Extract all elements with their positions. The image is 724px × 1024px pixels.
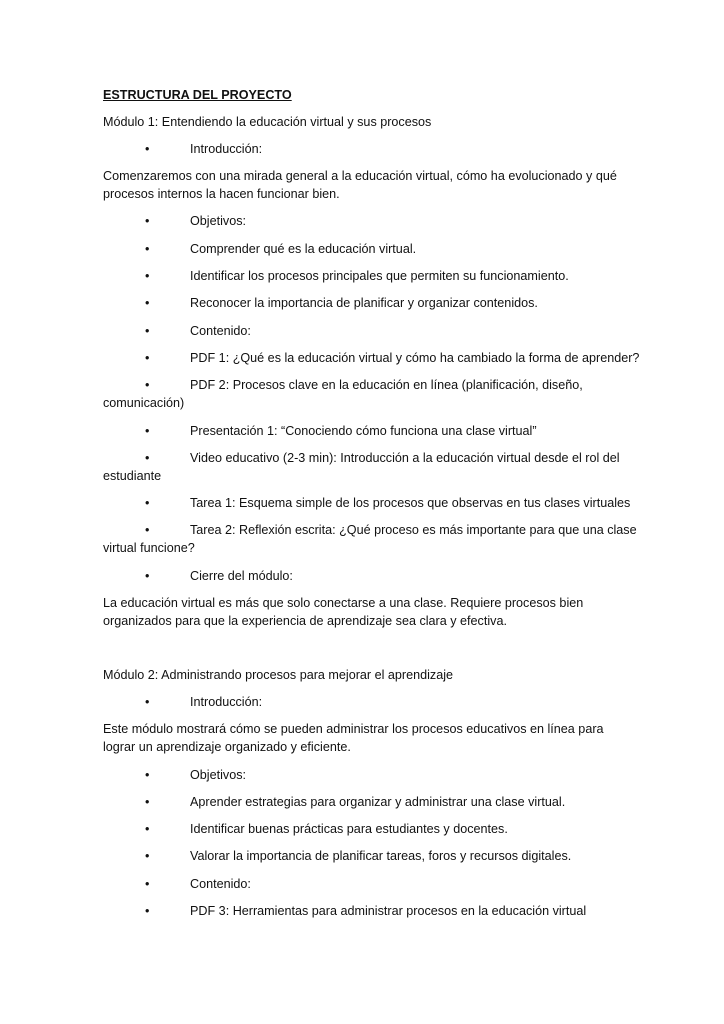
bullet-icon: • <box>145 795 150 809</box>
module2-intro-label: Introducción: <box>190 695 263 709</box>
module1-intro-text-line2: procesos internos la hacen funcionar bien. <box>103 187 340 201</box>
content-text-continuation: virtual funcione? <box>103 541 195 555</box>
content-text: Tarea 2: Reflexión escrita: ¿Qué proceso es más importante para que una clase <box>190 523 637 537</box>
content-text: Video educativo (2-3 min): Introducción a la educación virtual desde el rol del <box>190 451 620 465</box>
module2-intro-text-line1: Este módulo mostrará cómo se pueden administrar los procesos educativos en línea para <box>103 722 604 736</box>
bullet-icon: • <box>145 496 150 510</box>
module1-closing-text-line1: La educación virtual es más que solo conectarse a una clase. Requiere procesos bien <box>103 596 584 610</box>
module2-content-label: Contenido: <box>190 877 251 891</box>
module1-closing-label: Cierre del módulo: <box>190 569 293 583</box>
bullet-icon: • <box>145 424 150 438</box>
objective-text: Aprender estrategias para organizar y administrar una clase virtual. <box>190 795 566 809</box>
bullet-icon: • <box>145 142 150 156</box>
bullet-icon: • <box>145 569 150 583</box>
module1-heading: Módulo 1: Entendiendo la educación virtual y sus procesos <box>103 115 432 129</box>
bullet-icon: • <box>145 296 150 310</box>
bullet-icon: • <box>145 451 150 465</box>
content-text-continuation: comunicación) <box>103 396 185 410</box>
objective-text: Identificar buenas prácticas para estudiantes y docentes. <box>190 822 508 836</box>
content-text: PDF 1: ¿Qué es la educación virtual y cómo ha cambiado la forma de aprender? <box>190 351 640 365</box>
module1-intro-text-line1: Comenzaremos con una mirada general a la educación virtual, cómo ha evolucionado y qué <box>103 169 617 183</box>
content-text: PDF 2: Procesos clave en la educación en línea (planificación, diseño, <box>190 378 583 392</box>
content-text-continuation: estudiante <box>103 469 162 483</box>
bullet-icon: • <box>145 351 150 365</box>
bullet-icon: • <box>145 324 150 338</box>
content-text: Presentación 1: “Conociendo cómo funciona una clase virtual” <box>190 424 537 438</box>
bullet-icon: • <box>145 849 150 863</box>
objective-text: Comprender qué es la educación virtual. <box>190 242 417 256</box>
module1-objectives-label: Objetivos: <box>190 214 246 228</box>
bullet-icon: • <box>145 904 150 918</box>
module2-heading: Módulo 2: Administrando procesos para mejorar el aprendizaje <box>103 668 454 682</box>
module1-content-label: Contenido: <box>190 324 251 338</box>
content-text: PDF 3: Herramientas para administrar procesos en la educación virtual <box>190 904 587 918</box>
module1-closing-text-line2: organizados para que la experiencia de aprendizaje sea clara y efectiva. <box>103 614 507 628</box>
bullet-icon: • <box>145 242 150 256</box>
objective-text: Valorar la importancia de planificar tareas, foros y recursos digitales. <box>190 849 572 863</box>
module2-objectives-label: Objetivos: <box>190 768 246 782</box>
objective-text: Reconocer la importancia de planificar y organizar contenidos. <box>190 296 538 310</box>
objective-text: Identificar los procesos principales que permiten su funcionamiento. <box>190 269 569 283</box>
bullet-icon: • <box>145 877 150 891</box>
bullet-icon: • <box>145 269 150 283</box>
module1-intro-label: Introducción: <box>190 142 263 156</box>
bullet-icon: • <box>145 214 150 228</box>
content-text: Tarea 1: Esquema simple de los procesos que observas en tus clases virtuales <box>190 496 631 510</box>
bullet-icon: • <box>145 695 150 709</box>
bullet-icon: • <box>145 378 150 392</box>
bullet-icon: • <box>145 768 150 782</box>
document-title: ESTRUCTURA DEL PROYECTO <box>103 88 292 102</box>
module2-intro-text-line2: lograr un aprendizaje organizado y eficiente. <box>103 740 351 754</box>
bullet-icon: • <box>145 822 150 836</box>
bullet-icon: • <box>145 523 150 537</box>
